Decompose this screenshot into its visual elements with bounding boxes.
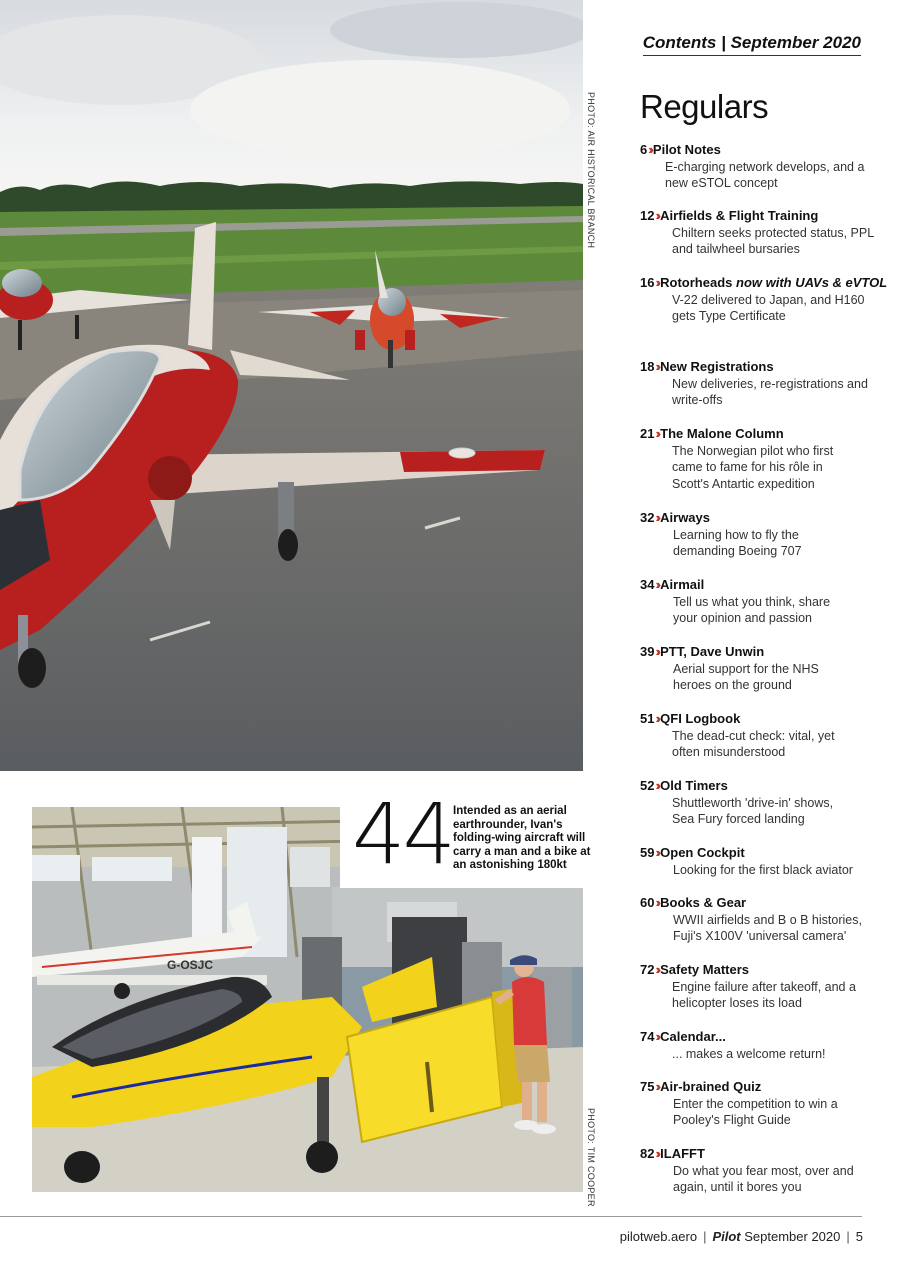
toc-item-qfi-logbook[interactable]	[640, 711, 880, 761]
footer-issue: September 2020	[744, 1229, 841, 1244]
toc-entry-heading	[640, 426, 880, 443]
toc-item-airmail[interactable]	[640, 577, 880, 627]
toc-page-number: 74	[640, 1029, 655, 1044]
aircraft-registration: G-OSJC	[167, 958, 214, 972]
toc-entry-heading	[640, 1029, 880, 1046]
toc-entry-heading	[640, 711, 880, 728]
toc-item-books-gear[interactable]	[640, 895, 880, 945]
toc-item-rotorheads[interactable]	[640, 275, 888, 325]
chevron-right-icon: ››	[655, 208, 659, 223]
toc-title: Pilot Notes	[652, 142, 721, 157]
footer-site-link[interactable]: pilotweb.aero	[619, 1229, 698, 1244]
toc-description: Chiltern seeks protected status, PPL and tailwheel bursaries	[672, 225, 874, 257]
toc-title: Rotorheads	[660, 275, 733, 290]
toc-entry-heading	[640, 510, 880, 527]
toc-title: Air-brained Quiz	[660, 1079, 762, 1094]
toc-description: Enter the competition to win a Pooley's Flight Guide	[673, 1096, 838, 1128]
toc-page-number: 39	[640, 644, 655, 659]
top-photo-jets	[0, 0, 583, 771]
toc-page-number: 16	[640, 275, 655, 290]
chevron-right-icon: ››	[655, 359, 659, 374]
toc-title: The Malone Column	[660, 426, 784, 441]
page-footer	[620, 1229, 863, 1244]
toc-item-safety-matters[interactable]	[640, 962, 880, 1012]
toc-page-number: 21	[640, 426, 655, 441]
toc-entry-heading	[640, 845, 880, 862]
toc-description: The dead-cut check: vital, yet often misunderstood	[672, 728, 835, 760]
feature-page-number[interactable]: 44	[352, 785, 453, 883]
toc-description: Shuttleworth 'drive-in' shows, Sea Fury forced landing	[672, 795, 834, 827]
toc-item-airways[interactable]	[640, 510, 880, 560]
toc-title: ILAFFT	[660, 1146, 705, 1161]
toc-page-number: 6	[640, 142, 648, 157]
toc-title-italic: now with UAVs & eVTOL	[736, 275, 888, 290]
toc-description: WWII airfields and B o B histories, Fuji's X100V 'universal camera'	[673, 912, 862, 944]
toc-title: Airmail	[660, 577, 705, 592]
toc-description: Looking for the first black aviator	[673, 862, 853, 877]
toc-item-new-registrations[interactable]	[640, 359, 880, 409]
toc-page-number: 12	[640, 208, 655, 223]
toc-page-number: 34	[640, 577, 655, 592]
toc-entry-heading	[640, 1146, 880, 1163]
toc-item-ptt-dave-unwin[interactable]	[640, 644, 880, 694]
toc-item-ilafft[interactable]	[640, 1146, 880, 1196]
toc-description: New deliveries, re-registrations and write-offs	[672, 376, 868, 408]
toc-title: Airfields & Flight Training	[660, 208, 819, 223]
chevron-right-icon: ››	[655, 711, 659, 726]
toc-item-malone-column[interactable]	[640, 426, 880, 493]
bottom-photo-credit: PHOTO: TIM COOPER	[586, 1108, 596, 1207]
toc-title: Books & Gear	[660, 895, 747, 910]
toc-title: Open Cockpit	[660, 845, 745, 860]
footer-brand: Pilot	[712, 1229, 741, 1244]
toc-description: Do what you fear most, over and again, until it bores you	[673, 1163, 854, 1195]
toc-description: V-22 delivered to Japan, and H160 gets Type Certificate	[672, 292, 865, 324]
chevron-right-icon: ››	[655, 275, 659, 290]
chevron-right-icon: ››	[655, 1146, 659, 1161]
chevron-right-icon: ››	[655, 510, 659, 525]
footer-separator: |	[846, 1229, 850, 1244]
toc-item-quiz[interactable]	[640, 1079, 880, 1129]
toc-entry-heading	[640, 1079, 880, 1096]
toc-title: Old Timers	[660, 778, 728, 793]
feature-caption: Intended as an aerial earthrounder, Ivan's folding-wing aircraft will carry a man and a bike at an astonishing 180kt	[453, 805, 591, 872]
section-title-regulars: Regulars	[640, 88, 769, 125]
toc-page-number: 82	[640, 1146, 655, 1161]
toc-page-number: 59	[640, 845, 655, 860]
contents-header: Contents | September 2020	[643, 33, 861, 56]
toc-entry-heading	[640, 359, 880, 376]
toc-entry-heading	[640, 142, 880, 159]
toc-item-airfields[interactable]	[640, 208, 880, 258]
toc-item-open-cockpit[interactable]	[640, 845, 880, 878]
toc-entry-heading	[640, 644, 880, 661]
toc-description: Engine failure after takeoff, and a helicopter loses its load	[672, 979, 856, 1011]
footer-page-number: 5	[855, 1229, 863, 1244]
chevron-right-icon: ››	[655, 1079, 659, 1094]
toc-page-number: 72	[640, 962, 655, 977]
chevron-right-icon: ››	[655, 845, 659, 860]
toc-description: The Norwegian pilot who first came to fame for his rôle in Scott's Antartic expedition	[672, 443, 834, 492]
chevron-right-icon: ››	[655, 1029, 659, 1044]
toc-entry-heading	[640, 208, 880, 225]
toc-entry-heading	[640, 962, 880, 979]
toc-title: Safety Matters	[660, 962, 750, 977]
toc-item-pilot-notes[interactable]	[640, 142, 880, 192]
footer-divider	[0, 1216, 862, 1217]
chevron-right-icon: ››	[648, 142, 651, 157]
toc-page-number: 18	[640, 359, 655, 374]
toc-title: PTT, Dave Unwin	[660, 644, 765, 659]
chevron-right-icon: ››	[655, 577, 659, 592]
toc-title: New Registrations	[660, 359, 774, 374]
toc-title: Calendar...	[660, 1029, 726, 1044]
toc-page-number: 52	[640, 778, 655, 793]
top-photo-credit: PHOTO: AIR HISTORICAL BRANCH	[586, 92, 596, 249]
toc-page-number: 60	[640, 895, 655, 910]
toc-title: QFI Logbook	[660, 711, 741, 726]
toc-title: Airways	[660, 510, 711, 525]
toc-entry-heading	[640, 275, 888, 292]
toc-item-old-timers[interactable]	[640, 778, 880, 828]
toc-page-number: 32	[640, 510, 655, 525]
toc-page-number: 51	[640, 711, 655, 726]
chevron-right-icon: ››	[655, 644, 659, 659]
toc-description: E-charging network develops, and a new eSTOL concept	[665, 159, 865, 191]
toc-item-calendar[interactable]	[640, 1029, 880, 1062]
chevron-right-icon: ››	[655, 895, 659, 910]
toc-entry-heading	[640, 577, 880, 594]
footer-separator: |	[703, 1229, 707, 1244]
toc-entry-heading	[640, 778, 880, 795]
toc-page-number: 75	[640, 1079, 655, 1094]
toc-entry-heading	[640, 895, 880, 912]
chevron-right-icon: ››	[655, 426, 659, 441]
chevron-right-icon: ››	[655, 962, 659, 977]
toc-description: ... makes a welcome return!	[672, 1046, 826, 1061]
toc-description: Aerial support for the NHS heroes on the ground	[673, 661, 819, 693]
chevron-right-icon: ››	[655, 778, 659, 793]
toc-description: Learning how to fly the demanding Boeing 707	[673, 527, 802, 559]
toc-description: Tell us what you think, share your opinion and passion	[673, 594, 831, 626]
